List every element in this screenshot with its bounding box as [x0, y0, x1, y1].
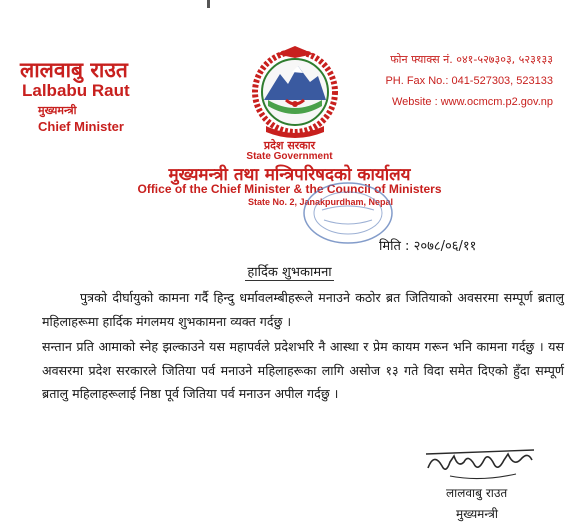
- signatory-title: मुख्यमन्त्री: [456, 507, 498, 521]
- handwritten-signature: [420, 438, 540, 486]
- phone-nepali: फोन फ्याक्स नं. ०४१-५२७३०३, ५२३१३३: [390, 53, 553, 66]
- office-name-english: Office of the Chief Minister & the Council of Ministers: [137, 182, 442, 196]
- chief-minister-name-nepali: लालवाबु राउत: [20, 58, 128, 82]
- chief-minister-title-english: Chief Minister: [38, 119, 124, 134]
- chief-minister-name-english: Lalbabu Raut: [22, 81, 130, 100]
- message-paragraph-1: पुत्रको दीर्घायुको कामना गर्दै हिन्दु धर्मावलम्बीहरूले मनाउने कठोर ब्रत जितियाको अवसरमा सम्पूर्ण ब्रतालु महिलाहरूमा हार्दिक मंगलमय शुभकामना व्यक्त गर्दछु ।: [42, 290, 564, 329]
- state-government-english: State Government: [246, 151, 333, 162]
- office-address: State No. 2, Janakpurdham, Nepal: [248, 197, 394, 207]
- page-edge-mark: [207, 0, 210, 8]
- heading-text: हार्दिक शुभकामना: [247, 265, 332, 280]
- fax-number: PH. Fax No.: 041-527303, 523133: [385, 75, 553, 87]
- website-text: Website : www.ocmcm.p2.gov.np: [392, 96, 553, 108]
- signatory-name: लालवाबु राउत: [446, 486, 508, 500]
- state-government-nepali: प्रदेश सरकार: [263, 139, 316, 152]
- letter-date: मिति : २०७८/०६/११: [379, 239, 477, 254]
- letter-heading: [0, 262, 579, 280]
- nepal-emblem-icon: [246, 44, 344, 144]
- chief-minister-title-nepali: मुख्यमन्त्री: [38, 104, 77, 117]
- office-name-nepali: मुख्यमन्त्री तथा मन्त्रिपरिषदको कार्यालय: [168, 165, 411, 185]
- message-paragraph-2: सन्तान प्रति आमाको स्नेह झल्काउने यस महापर्वले प्रदेशभरि नै आस्था र प्रेम कायम गरून भनि कामना गर्दछु । यस अवसरमा प्रदेश सरकारले जितिया पर्व मनाउने महिलाहरूका लागि असोज १३ गते विदा समेत दिएको हुँदा सम्पूर्ण ब्रतालु महिलाहरूलाई निष्ठा पूर्व जितिया पर्व मनाउन अपील गर्दछु ।: [42, 339, 564, 401]
